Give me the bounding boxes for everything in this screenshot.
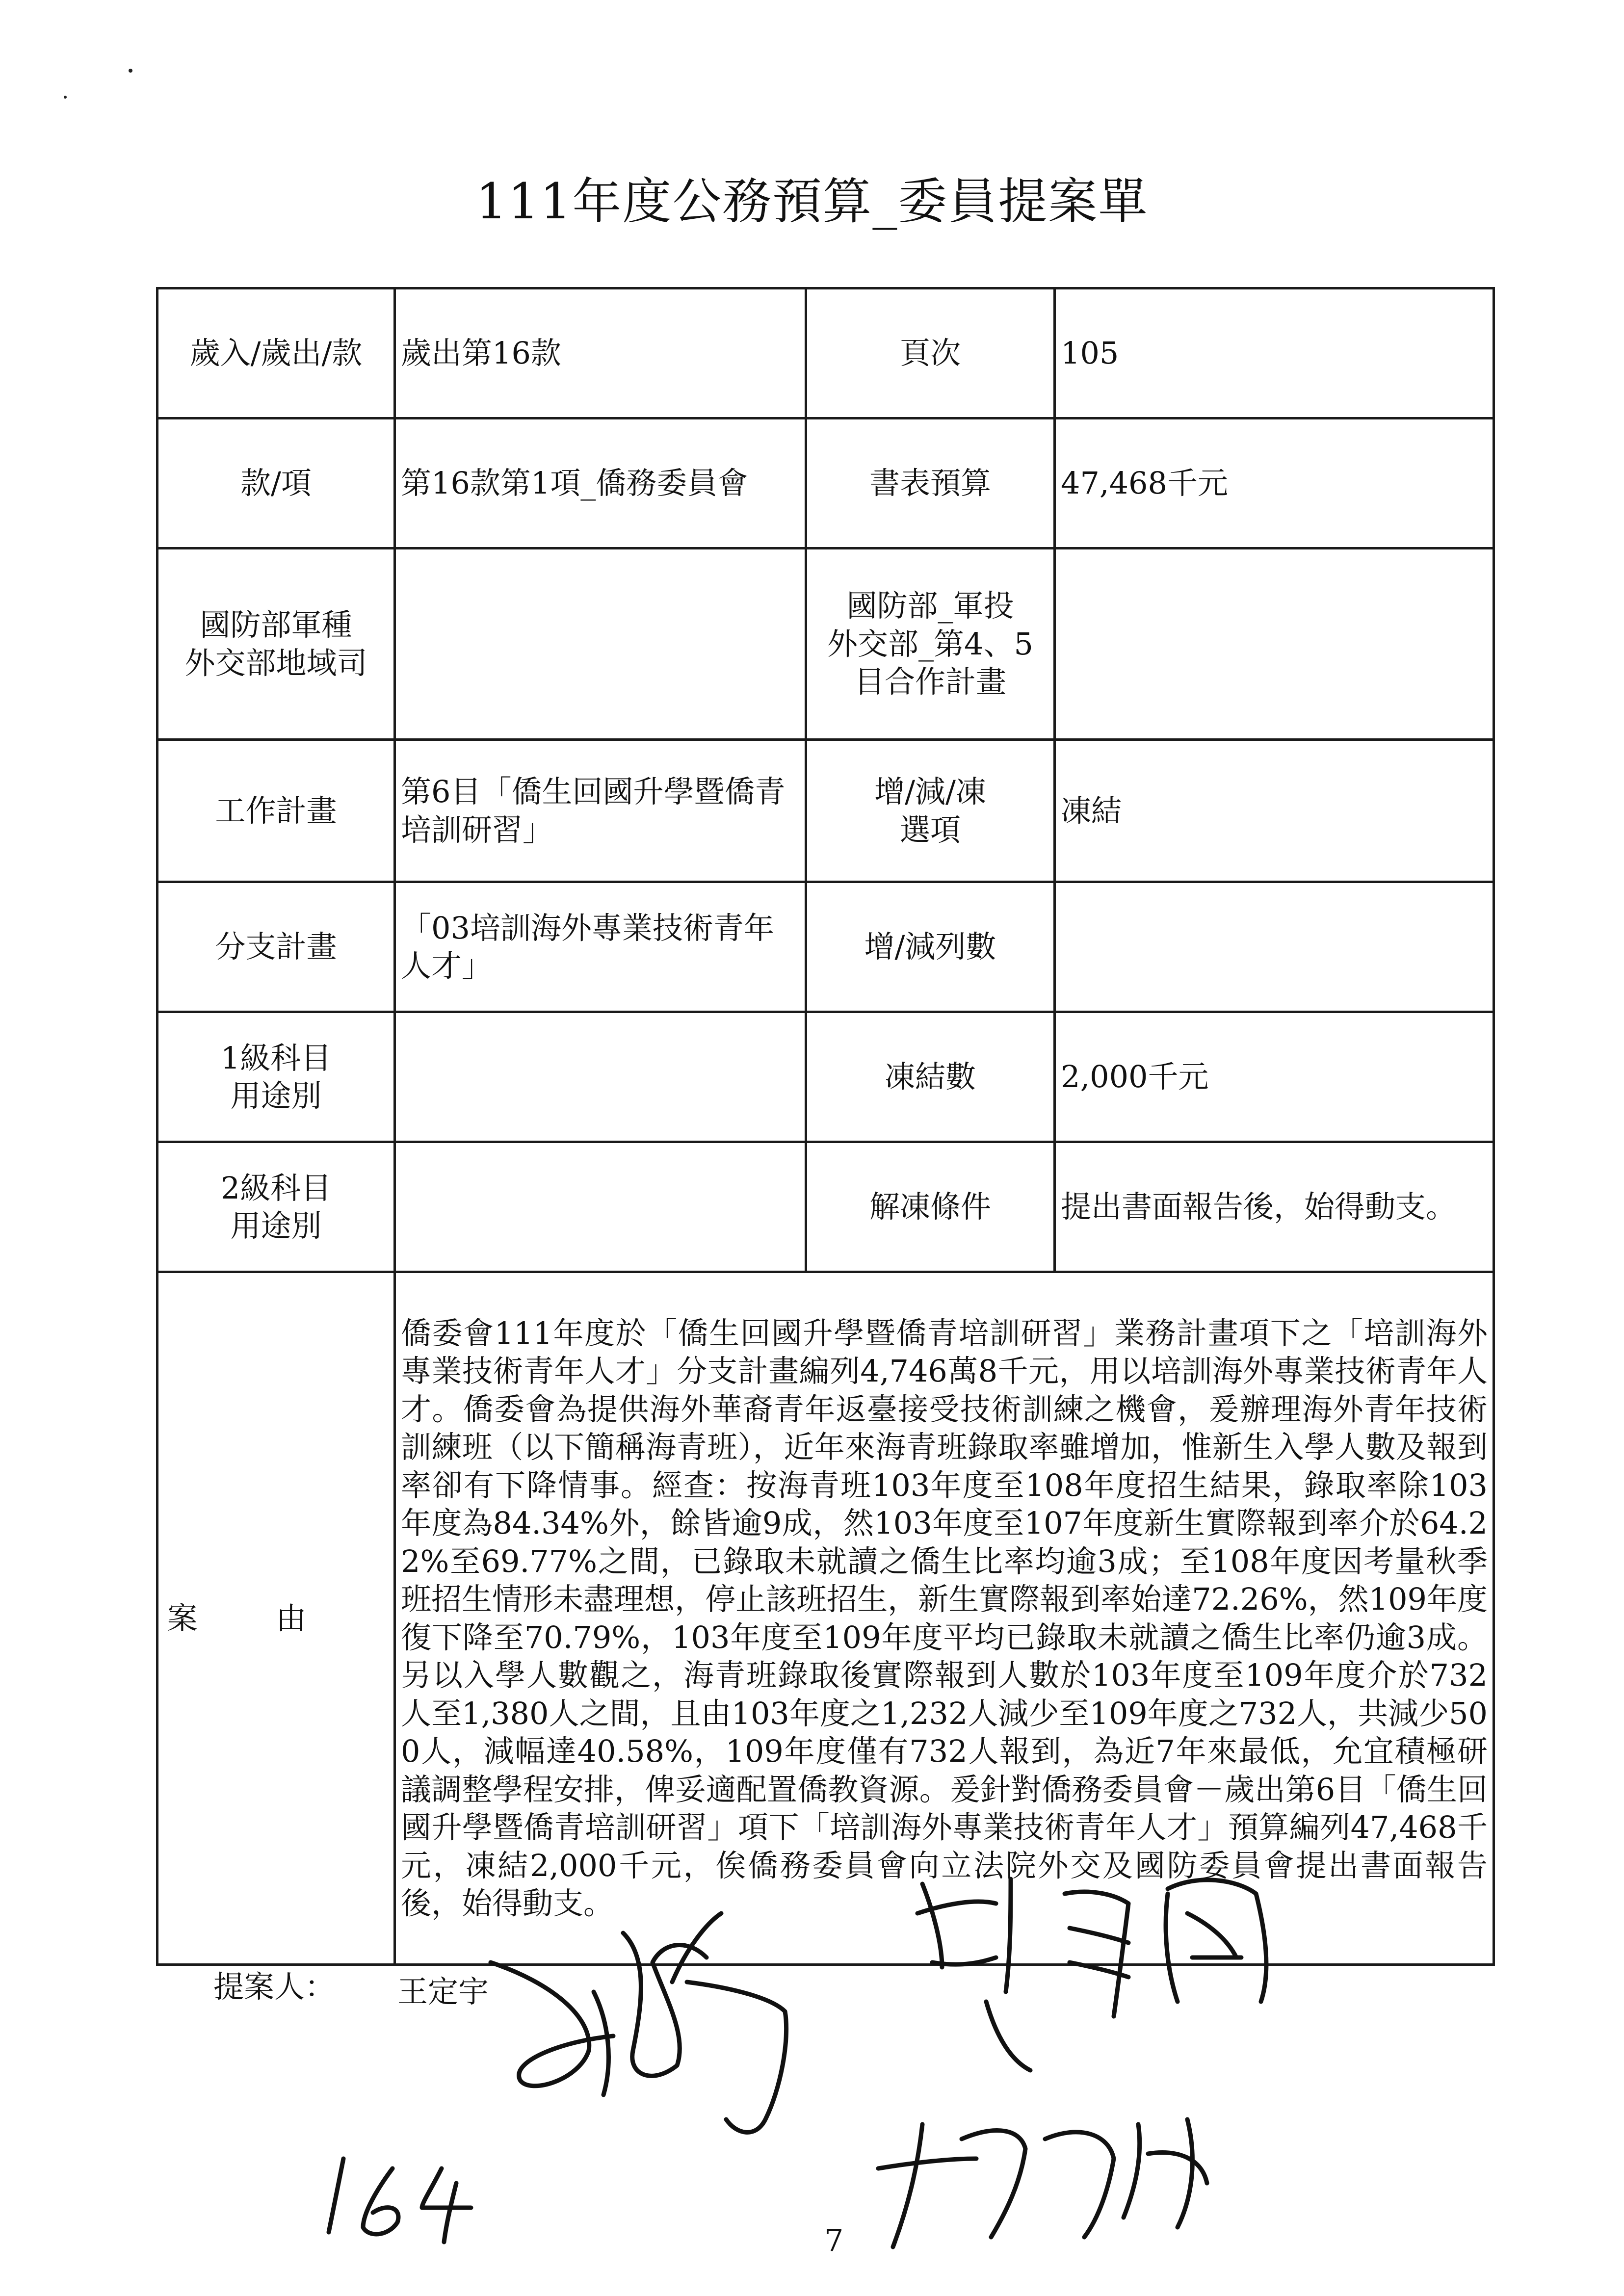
field-label: 2級科目 用途別 — [157, 1142, 395, 1272]
table-row — [157, 740, 1494, 882]
field-value: 2,000千元 — [1055, 1012, 1494, 1142]
table-row — [157, 288, 1494, 418]
field-label: 頁次 — [806, 288, 1055, 418]
field-label: 國防部_軍投 外交部_第4、5 目合作計畫 — [806, 548, 1055, 740]
field-value — [395, 548, 806, 740]
field-value — [1055, 882, 1494, 1012]
field-value: 第6目「僑生回國升學暨僑青培訓研習」 — [395, 740, 806, 882]
field-value: 歲出第16款 — [395, 288, 806, 418]
field-label: 凍結數 — [806, 1012, 1055, 1142]
field-label: 書表預算 — [806, 418, 1055, 548]
table-row — [157, 1012, 1494, 1142]
field-value: 第16款第1項_僑務委員會 — [395, 418, 806, 548]
field-value: 「03培訓海外專業技術青年人才」 — [395, 882, 806, 1012]
field-label: 國防部軍種 外交部地域司 — [157, 548, 395, 740]
field-label: 解凍條件 — [806, 1142, 1055, 1272]
handwritten-number-164 — [329, 2159, 471, 2242]
table-row — [157, 418, 1494, 548]
reason-label: 案由 — [157, 1272, 395, 1965]
signature-3 — [878, 2119, 1207, 2247]
field-value: 凍結 — [1055, 740, 1494, 882]
field-value — [395, 1142, 806, 1272]
field-value: 47,468千元 — [1055, 418, 1494, 548]
proposal-form-table — [156, 287, 1495, 1966]
page-number: 7 — [824, 2222, 844, 2258]
page-title: 111年度公務預算_委員提案單 — [475, 173, 1149, 230]
field-value — [395, 1012, 806, 1142]
field-label: 歲入/歲出/款 — [157, 288, 395, 418]
field-label: 增/減/凍 選項 — [806, 740, 1055, 882]
field-label: 增/減列數 — [806, 882, 1055, 1012]
table-row — [157, 548, 1494, 740]
reason-text: 僑委會111年度於「僑生回國升學暨僑青培訓研習」業務計畫項下之「培訓海外專業技術青年人才」分支計畫編列4,746萬8千元，用以培訓海外專業技術青年人才。僑委會為提供海外華裔青年返臺接受技術訓練之機會，爰辦理海外青年技術訓練班（以下簡稱海青班），近年來海青班錄取率雖增加，惟新生入學人數及報到率卻有下降情事。經查：按海青班103年度至108年度招生結果，錄取率除103年度為84.34%外，餘皆逾9成，然103年度至107年度新生實際報到率介於64.22%至69.77%之間，已錄取未就讀之僑生比率均逾3成；至108年度因考量秋季班招生情形未盡理想，停止該班招生，新生實際報到率始達72.26%，然109年度復下降至70.79%，103年度至109年度平均已錄取未就讀之僑生比率仍逾3成。另以入學人數觀之，海青班錄取後實際報到人數於103年度至109年度介於732人至1,380人之間，且由103年度之1,232人減少至109年度之732人，共減少500人，減幅達40.58%，109年度僅有732人報到，為近7年來最低，允宜積極研議調整學程安排，俾妥適配置僑教資源。爰針對僑務委員會－歲出第6目「僑生回國升學暨僑青培訓研習」項下「培訓海外專業技術青年人才」預算編列47,468千元，凍結2,000千元，俟僑務委員會向立法院外交及國防委員會提出書面報告後，始得動支。 — [395, 1272, 1494, 1965]
field-label: 1級科目 用途別 — [157, 1012, 395, 1142]
field-value: 105 — [1055, 288, 1494, 418]
field-value: 提出書面報告後，始得動支。 — [1055, 1142, 1494, 1272]
proposer-name: 王定宇 — [397, 1974, 489, 2009]
field-label: 分支計畫 — [157, 882, 395, 1012]
table-row — [157, 1272, 1494, 1965]
table-row — [157, 1142, 1494, 1272]
proposer-label: 提案人： — [213, 1969, 336, 2005]
table-row — [157, 882, 1494, 1012]
scan-speck — [129, 69, 132, 73]
field-value — [1055, 548, 1494, 740]
scan-speck — [64, 96, 67, 99]
field-label: 款/項 — [157, 418, 395, 548]
field-label: 工作計畫 — [157, 740, 395, 882]
